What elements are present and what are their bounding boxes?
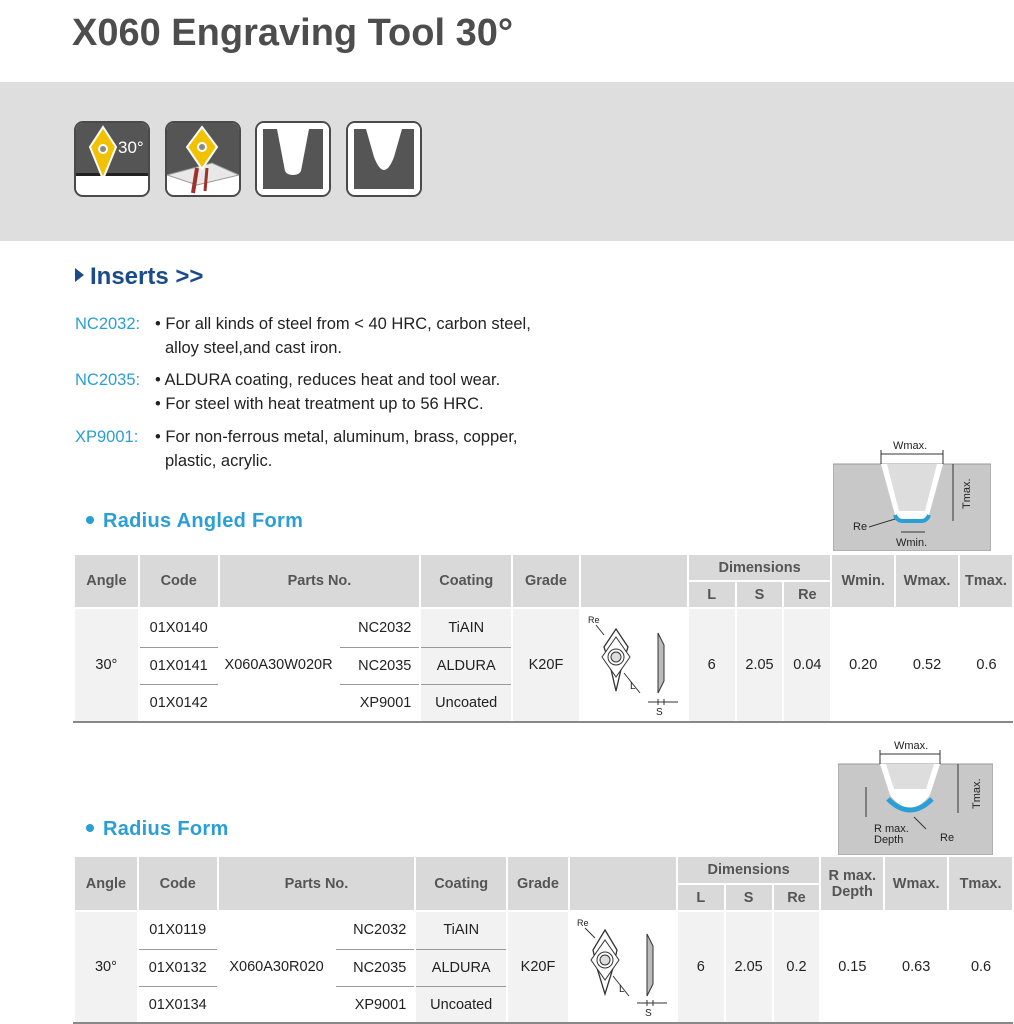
- header-tmax: Tmax.: [959, 554, 1013, 608]
- svg-text:R max.: R max.: [874, 823, 909, 835]
- header-s: S: [725, 884, 773, 911]
- header-l: L: [688, 581, 736, 608]
- coating-cell: Uncoated: [415, 987, 507, 1023]
- header-code: Code: [138, 856, 218, 911]
- coating-cell: Uncoated: [420, 685, 512, 722]
- header-angle: Angle: [74, 554, 139, 608]
- icon-band: [0, 82, 1014, 241]
- rmax-depth-value: 0.15: [820, 911, 884, 1023]
- header-grade: Grade: [512, 554, 580, 608]
- header-parts-no: Parts No.: [219, 554, 421, 608]
- svg-text:Tmax.: Tmax.: [971, 778, 983, 809]
- dimension-s: 2.05: [736, 608, 784, 722]
- tmax-value: 0.6: [948, 911, 1013, 1023]
- svg-text:L: L: [618, 984, 625, 995]
- dimension-l: 6: [688, 608, 736, 722]
- header-tmax: Tmax.: [948, 856, 1013, 911]
- header-coating: Coating: [415, 856, 507, 911]
- parts-no-value: X060A30R020: [218, 911, 336, 1023]
- code-cell: 01X0140: [139, 608, 219, 647]
- header-drawing: [569, 856, 677, 911]
- svg-text:Depth: Depth: [874, 834, 904, 846]
- insert-description-nc2035: NC2035: • ALDURA coating, reduces heat and tool wear. • For steel with heat treatment up to 56 HRC.: [75, 371, 501, 413]
- dimension-re: 0.2: [773, 911, 821, 1023]
- insert-drawing: [580, 608, 688, 722]
- insert-description-xp9001: XP9001: • For non-ferrous metal, aluminum, brass, copper, plastic, acrylic.: [75, 428, 518, 470]
- svg-text:Re: Re: [576, 918, 589, 928]
- svg-text:Wmax.: Wmax.: [893, 440, 928, 452]
- header-grade: Grade: [507, 856, 569, 911]
- code-cell: 01X0141: [139, 647, 219, 684]
- insert-cell: NC2032: [339, 608, 421, 647]
- header-re: Re: [773, 884, 821, 911]
- code-cell: 01X0119: [138, 911, 218, 949]
- page-title: X060 Engraving Tool 30°: [72, 12, 514, 54]
- inserts-heading: Inserts >>: [75, 263, 203, 291]
- svg-text:L: L: [629, 681, 636, 692]
- header-s: S: [736, 581, 784, 608]
- header-angle: Angle: [74, 856, 138, 911]
- header-wmin: Wmin.: [831, 554, 895, 608]
- insert-cell: NC2032: [335, 911, 415, 949]
- wmax-value: 0.63: [884, 911, 948, 1023]
- radius-groove-icon: [346, 121, 422, 197]
- svg-text:Wmax.: Wmax.: [894, 740, 929, 752]
- coating-cell: TiAIN: [415, 911, 507, 949]
- insert-cell: NC2035: [339, 647, 421, 684]
- dimension-l: 6: [677, 911, 725, 1023]
- radius-groove-diagram: [838, 737, 993, 855]
- header-l: L: [677, 884, 725, 911]
- section-heading-radius-angled-form: Radius Angled Form: [86, 510, 303, 533]
- header-re: Re: [783, 581, 831, 608]
- coating-cell: ALDURA: [415, 949, 507, 986]
- table-row: [74, 911, 1013, 949]
- insert-engraving-icon: [165, 121, 241, 197]
- header-drawing: [580, 554, 688, 608]
- triangle-bullet-icon: [75, 268, 84, 282]
- wmax-value: 0.52: [895, 608, 959, 722]
- header-parts-no: Parts No.: [218, 856, 416, 911]
- header-dimensions: Dimensions: [688, 554, 831, 581]
- code-cell: 01X0134: [138, 987, 218, 1023]
- bullet-dot-icon: [86, 824, 94, 832]
- header-wmax: Wmax.: [884, 856, 948, 911]
- svg-text:Re: Re: [853, 521, 868, 533]
- wmin-value: 0.20: [831, 608, 895, 722]
- svg-text:S: S: [644, 1008, 652, 1018]
- code-cell: 01X0142: [139, 685, 219, 722]
- svg-text:Tmax.: Tmax.: [961, 478, 973, 509]
- insert-30-degree-icon: [74, 121, 150, 197]
- insert-cell: XP9001: [335, 987, 415, 1023]
- header-dimensions: Dimensions: [677, 856, 821, 884]
- code-cell: 01X0132: [138, 949, 218, 986]
- insert-description-nc2032: NC2032: • For all kinds of steel from < 40 HRC, carbon steel, alloy steel,and cast iron.: [75, 315, 531, 357]
- svg-text:S: S: [655, 707, 663, 717]
- insert-drawing: [569, 911, 677, 1023]
- angle-value: 30°: [74, 608, 139, 722]
- svg-text:30°: 30°: [118, 138, 144, 157]
- parts-no-value: X060A30W020R: [219, 608, 339, 722]
- svg-text:Re: Re: [587, 615, 600, 625]
- header-rmax-depth: R max. Depth: [820, 856, 884, 911]
- bullet-dot-icon: [86, 516, 94, 524]
- header-wmax: Wmax.: [895, 554, 959, 608]
- radius-angled-form-table: [73, 553, 1014, 723]
- svg-text:Wmin.: Wmin.: [896, 537, 928, 549]
- section-heading-radius-form: Radius Form: [86, 818, 229, 841]
- angle-value: 30°: [74, 911, 138, 1023]
- dimension-s: 2.05: [725, 911, 773, 1023]
- header-code: Code: [139, 554, 219, 608]
- grade-value: K20F: [507, 911, 569, 1023]
- coating-cell: ALDURA: [420, 647, 512, 684]
- tmax-value: 0.6: [959, 608, 1013, 722]
- table-row: [74, 608, 1013, 647]
- radius-form-table: [73, 855, 1014, 1024]
- grade-value: K20F: [512, 608, 580, 722]
- header-coating: Coating: [420, 554, 512, 608]
- dimension-re: 0.04: [783, 608, 831, 722]
- radius-angled-groove-diagram: [833, 437, 991, 551]
- insert-cell: NC2035: [335, 949, 415, 986]
- coating-cell: TiAIN: [420, 608, 512, 647]
- svg-text:Re: Re: [940, 832, 955, 844]
- radius-angled-groove-icon: [255, 121, 331, 197]
- insert-cell: XP9001: [339, 685, 421, 722]
